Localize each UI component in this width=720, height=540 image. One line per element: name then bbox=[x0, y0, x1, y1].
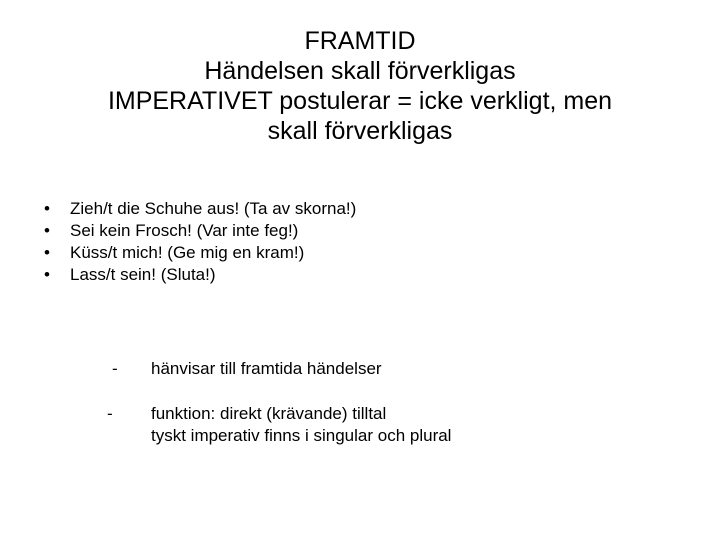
bullet-text: Küss/t mich! (Ge mig en kram!) bbox=[70, 243, 305, 262]
bullet-text: Zieh/t die Schuhe aus! (Ta av skorna!) bbox=[70, 199, 357, 218]
note-text bbox=[151, 358, 382, 380]
bullet-text: Sei kein Frosch! (Var inte feg!) bbox=[70, 221, 299, 240]
bullet-item bbox=[40, 264, 356, 286]
title-line: skall förverkligas bbox=[267, 117, 453, 145]
bullet-item bbox=[40, 220, 356, 242]
dash-marker: - bbox=[112, 359, 118, 378]
bullet-text: Lass/t sein! (Sluta!) bbox=[70, 265, 216, 284]
bullet-icon: • bbox=[44, 265, 50, 284]
note-line: tyskt imperativ finns i singular och plural bbox=[151, 426, 452, 445]
bullet-list bbox=[40, 198, 356, 286]
title-line: IMPERATIVET postulerar = icke verkligt, men bbox=[107, 87, 613, 115]
note-line: hänvisar till framtida händelser bbox=[151, 359, 382, 378]
slide-title bbox=[20, 26, 700, 146]
title-line: Händelsen skall förverkligas bbox=[204, 57, 516, 85]
bullet-item bbox=[40, 242, 356, 264]
title-line: FRAMTID bbox=[304, 27, 416, 55]
dash-marker: - bbox=[107, 404, 113, 423]
bullet-item bbox=[40, 198, 356, 220]
bullet-icon: • bbox=[44, 243, 50, 262]
bullet-icon: • bbox=[44, 199, 50, 218]
note-line: funktion: direkt (krävande) tilltal bbox=[151, 404, 387, 423]
note-text bbox=[151, 403, 451, 447]
bullet-icon: • bbox=[44, 221, 50, 240]
